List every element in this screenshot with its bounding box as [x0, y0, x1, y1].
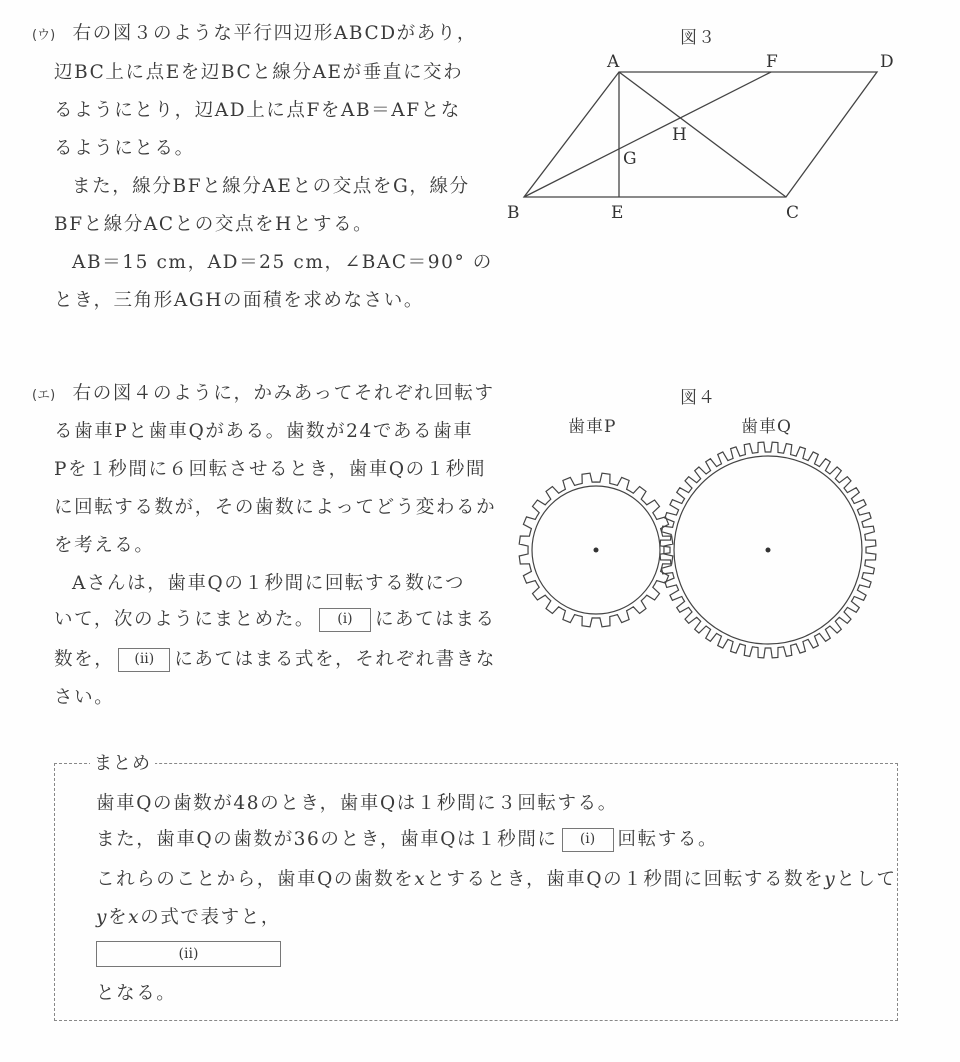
- problem-u-line-5: また，線分BFと線分AEとの交点をG，線分: [72, 176, 470, 197]
- summary-blank-ii-box: (ii): [96, 941, 281, 967]
- summary-line-2: また，歯車Qの歯数が36のとき，歯車Qは１秒間に (i) 回転する。: [96, 829, 719, 850]
- point-g-label: G: [623, 149, 637, 169]
- problem-u-line-7: AB＝15 cm，AD＝25 cm，∠BAC＝90° の: [72, 252, 493, 273]
- figure4-title: 図４: [680, 388, 716, 408]
- gear-p-center: [594, 548, 599, 553]
- problem-e-label: (エ): [32, 388, 56, 403]
- summary-line-4: yをxの式で表すと，: [96, 907, 281, 928]
- problem-u-line-6: BFと線分ACとの交点をHとする。: [54, 214, 374, 235]
- point-e-label: E: [611, 203, 624, 223]
- figure3-title: 図３: [680, 28, 716, 48]
- problem-u-line-4: るようにとる。: [54, 138, 195, 159]
- point-b-label: B: [507, 203, 520, 223]
- problem-u-line-8: とき，三角形AGHの面積を求めなさい。: [54, 290, 424, 311]
- gear-q-center: [766, 548, 771, 553]
- problem-e-line-8: 数を， (ii) にあてはまる式を，それぞれ書きな: [54, 649, 496, 670]
- gear-p: [519, 473, 673, 627]
- summary-blank-i-box: (i): [562, 828, 614, 852]
- problem-e-line-6: Aさんは，歯車Qの１秒間に回転する数につ: [72, 573, 466, 594]
- point-a-label: A: [607, 52, 620, 72]
- blank-i-box: (i): [319, 608, 371, 632]
- problem-u-line-2: 辺BC上に点Eを辺BCと線分AEが垂直に交わ: [54, 62, 464, 83]
- gear-q: [660, 442, 876, 658]
- problem-u-line-3: るようにとり，辺AD上に点FをAB＝AFとな: [54, 100, 461, 121]
- problem-e-line-2: る歯車Pと歯車Qがある。歯数が24である歯車: [54, 421, 474, 442]
- summary-line-3: これらのことから，歯車Qの歯数をxとするとき，歯車Qの１秒間に回転する数をyとして: [96, 869, 897, 890]
- problem-e-line-7: いて，次のようにまとめた。 (i) にあてはまる: [54, 609, 496, 630]
- problem-e-line-9: さい。: [54, 687, 115, 708]
- problem-u-label: (ウ): [32, 28, 56, 43]
- gear-p-label: 歯車P: [568, 417, 617, 437]
- summary-title: まとめ: [90, 753, 155, 775]
- point-f-label: F: [766, 52, 778, 72]
- blank-ii-box: (ii): [118, 648, 170, 672]
- summary-line-6: となる。: [96, 983, 177, 1004]
- problem-u-line-1: (ウ) 右の図３のような平行四辺形ABCDがあり，: [32, 23, 478, 44]
- problem-e-line-3: Pを１秒間に６回転させるとき，歯車Qの１秒間: [54, 459, 487, 480]
- point-d-label: D: [880, 52, 894, 72]
- point-h-label: H: [672, 125, 687, 145]
- gear-q-label: 歯車Q: [741, 417, 792, 437]
- problem-e-line-4: に回転する数が，その歯数によってどう変わるか: [54, 497, 497, 518]
- problem-e-line-1: (エ) 右の図４のように，かみあってそれぞれ回転す: [32, 383, 495, 404]
- problem-e-line-5: を考える。: [54, 535, 155, 556]
- summary-line-1: 歯車Qの歯数が48のとき，歯車Qは１秒間に３回転する。: [96, 793, 618, 814]
- point-c-label: C: [786, 203, 800, 223]
